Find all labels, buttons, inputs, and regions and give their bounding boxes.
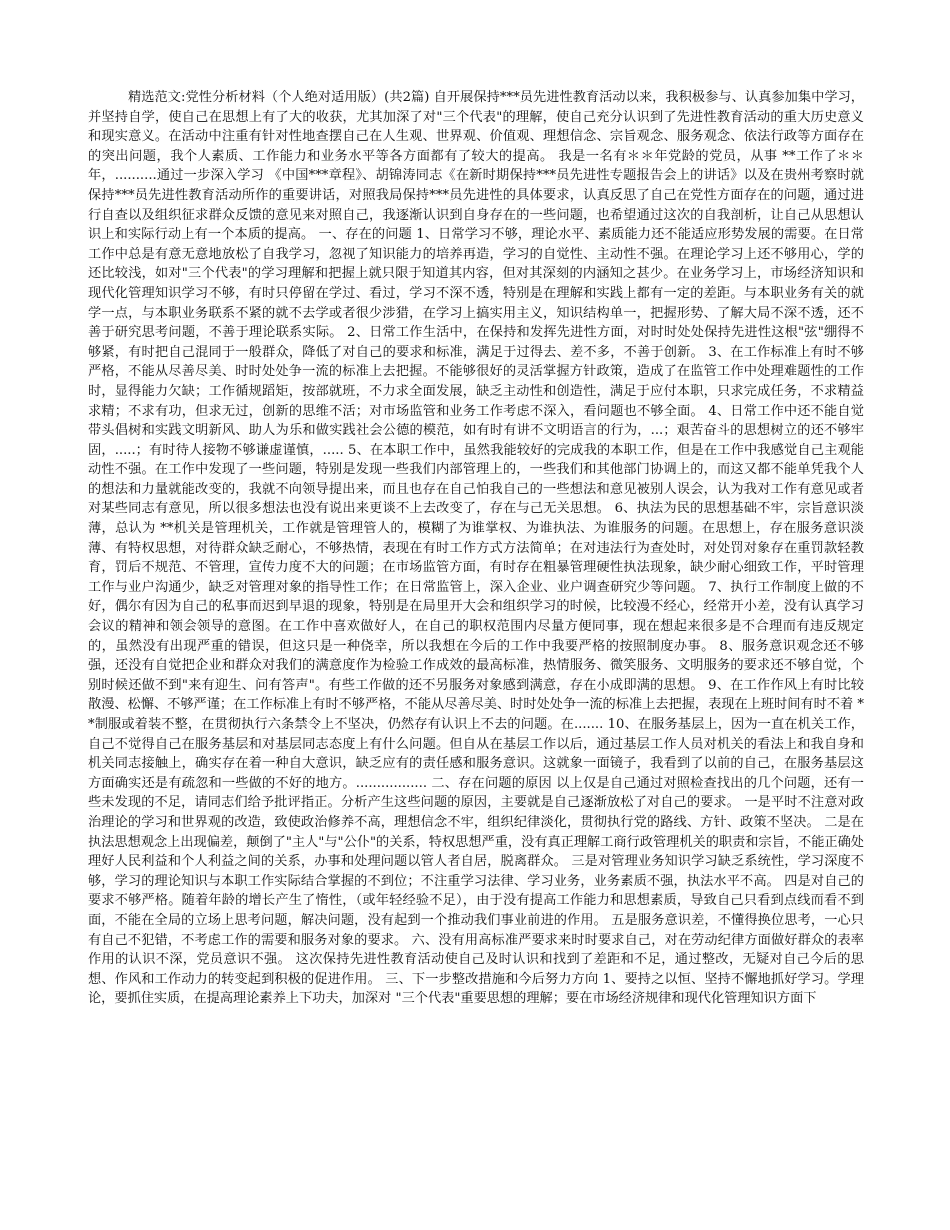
document-body-paragraph: 精选范文:党性分析材料（个人绝对适用版）(共2篇) 自开展保持***员先进性教育活动以来，我积极参与、认真参加集中学习，并坚持自学，使自己在思想上有了大的收获，尤其加深了对"三个代表"的理解，使自己充分认识到了先进性教育活动的重大历史意义和现实意义。在活动中注重有针对性地查摆自己在人生观、世界观、价值观、理想信念、宗旨观念、服务观念、依法行政等方面存在的突出问题，我个人素质、工作能力和业务水平等各方面都有了较大的提高。 我是一名有＊＊年党龄的党员，从事 **工作了＊＊年，..........通过一步深入学习 《中国***章程》、胡锦涛同志《在新时期保持***员先进性专题报告会上的讲话》以及在贵州考察时就保持***员先进性教育活动所作的重要讲话，对照我局保持***员先进性的具体要求，认真反思了自己在党性方面存在的问题，通过进行自查以及组织征求群众反馈的意见来对照自己，我逐渐认识到自身存在的一些问题，也希望通过这次的自我剖析，让自己从思想认识上和实际行动上有一个本质的提高。 一、存在的问题 1、日常学习不够，理论水平、素质能力还不能适应形势发展的需要。在日常工作中总是有意无意地放松了自我学习，忽视了知识能力的培养再造，学习的自觉性、主动性不强。在理论学习上还不够用心，学的还比较浅，如对"三个代表"的学习理解和把握上就只限于知道其内容，但对其深刻的内涵知之甚少。在业务学习上，市场经济知识和现代化管理知识学习不够，有时只停留在学过、看过，学习不深不透，特别是在理解和实践上都有一定的差距。与本职业务有关的就学一点，与本职业务联系不紧的就不去学或者很少涉猎，在学习上搞实用主义，知识结构单一，把握形势、了解大局不深不透，还不善于研究思考问题，不善于理论联系实际。 2、日常工作生活中，在保持和发挥先进性方面，对时时处处保持先进性这根"弦"绷得不够紧，有时把自己混同于一般群众，降低了对自己的要求和标准，满足于过得去、差不多，不善于创新。 3、在工作标准上有时不够严格，不能从尽善尽美、时时处处争一流的标准上去把握。不能够很好的灵活掌握方针政策，造成了在监管工作中处理难题性的工作时，显得能力欠缺；工作循规蹈矩，按部就班，不力求全面发展，缺乏主动性和创造性，满足于应付本职，只求完成任务，不求精益求精；不求有功，但求无过，创新的思维不活；对市场监管和业务工作考虑不深入，看问题也不够全面。 4、日常工作中还不能自觉带头倡树和实践文明新风、助人为乐和做实践社会公德的模范，如有时有讲不文明语言的行为，...；艰苦奋斗的思想树立的还不够牢固，.....；有时待人接物不够谦虚谨慎，..... 5、在本职工作中，虽然我能较好的完成我的本职工作，但是在工作中我感觉自己主观能动性不强。在工作中发现了一些问题，特别是发现一些我们内部管理上的，一些我们和其他部门协调上的，而这又都不能单凭我个人的想法和力量就能改变的，我就不向领导提出来，而且也存在自己怕我自己的一些想法和意见被别人误会，认为我对工作有意见或者对某些同志有意见，所以很多想法也没有说出来更谈不上去改变了，存在与己无关思想。 6、执法为民的思想基础不牢，宗旨意识淡薄，总认为 **机关是管理机关，工作就是管理管人的，模糊了为谁掌权、为谁执法、为谁服务的问题。在思想上，存在服务意识淡薄、有特权思想，对待群众缺乏耐心，不够热情，表现在有时工作方式方法简单；在对违法行为查处时，对处罚对象存在重罚款轻教育，罚后不规范、不管理，宣传力度不大的问题；在市场监管方面，有时存在粗暴管理硬性执法现象，缺少耐心细致工作，平时管理工作与业户沟通少，缺乏对管理对象的指导性工作；在日常监管上，深入企业、业户调查研究少等问题。 7、执行工作制度上做的不好，偶尔有因为自己的私事而迟到早退的现象，特别是在局里开大会和组织学习的时候，比较漫不经心，经常开小差，没有认真学习会议的精神和领会领导的意图。在工作中喜欢做好人，在自己的职权范围内尽量方便同事，现在想起来很多是不合理而有违反规定的，虽然没有出现严重的错误，但这只是一种侥幸，所以我想在今后的工作中我要严格的按照制度办事。 8、服务意识观念还不够强，还没有自觉把企业和群众对我们的满意度作为检验工作成效的最高标准，热情服务、微笑服务、文明服务的要求还不够自觉，个别时候还做不到"来有迎生、问有答声"。有些工作做的还不另服务对象感到满意，存在小成即满的思想。 9、在工作作风上有时比较散漫、松懈、不够严谨；在工作标准上有时不够严格，不能从尽善尽美、时时处处争一流的标准上去把握，表现在上班时间有时不着 **制服或着装不整，在贯彻执行六条禁令上不坚决，仍然存有认识上不去的问题。在....... 10、在服务基层上，因为一直在机关工作，自己不觉得自己在服务基层和对基层同志态度上有什么问题。但自从在基层工作以后，通过基层工作人员对机关的看法上和我自身和机关同志接触上，确实存在着一种自大意识，缺乏应有的责任感和服务意识。这就象一面镜子，我看到了以前的自己，在服务基层这方面确实还是有疏忽和一些做的不好的地方。................. 二、存在问题的原因 以上仅是自己通过对照检查找出的几个问题，还有一些未发现的不足，请同志们给予批评指正。分析产生这些问题的原因，主要就是自己逐渐放松了对自己的要求。 一是平时不注意对政治理论的学习和世界观的改造，致使政治修养不高，理想信念不牢，组织纪律淡化，贯彻执行党的路线、方针、政策不坚决。 二是在执法思想观念上出现偏差，颠倒了"主人"与"公仆"的关系，特权思想严重，没有真正理解工商行政管理机关的职责和宗旨，不能正确处理好人民利益和个人利益之间的关系，办事和处理问题以管人者自居，脱离群众。 三是对管理业务知识学习缺乏系统性，学习深度不够，学习的理论知识与本职工作实际结合掌握的不到位；不注重学习法律、学习业务，业务素质不强，执法水平不高。 四是对自己的要求不够严格。随着年龄的增长产生了惰性，（或年轻经验不足），由于没有提高工作能力和思想素质，导致自己只看到点线而看不到面，不能在全局的立场上思考问题，解决问题，没有起到一个推动我们事业前进的作用。 五是服务意识差，不懂得换位思考，一心只有自己不犯错，不考虑工作的需要和服务对象的要求。 六、没有用高标准严要求来时时要求自己，对在劳动纪律方面做好群众的表率作用的认识不深，党员意识不强。 这次保持先进性教育活动使自己及时认识和找到了差距和不足，通过整改，无疑对自己今后的思想、作风和工作动力的转变起到积极的促进作用。 三、下一步整改措施和今后努力方向 1、要持之以恒、坚持不懈地抓好学习。学理论，要抓住实质，在提高理论素养上下功夫，加深对 "三个代表"重要思想的理解；要在市场经济规律和现代化管理知识方面下 — [88, 90, 864, 1007]
